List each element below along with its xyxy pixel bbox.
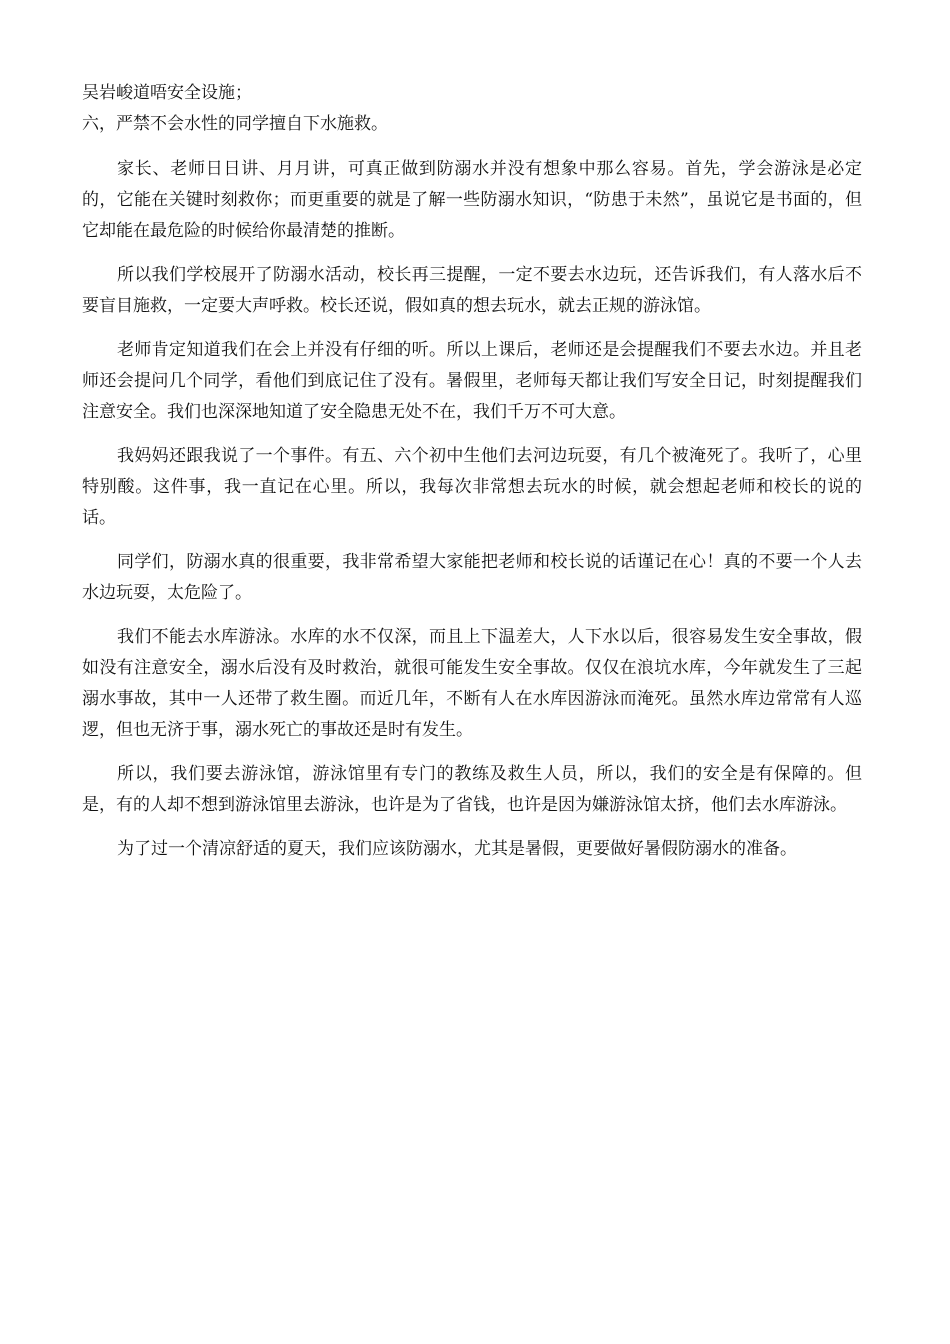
- paragraph-4: 我妈妈还跟我说了一个事件。有五、六个初中生他们去河边玩耍，有几个被淹死了。我听了，心里特别酸。这件事，我一直记在心里。所以，我每次非常想去玩水的时候，就会想起老师和校长的说的话。: [82, 446, 862, 528]
- document-body: [82, 78, 862, 878]
- paragraph-6: 我们不能去水库游泳。水库的水不仅深，而且上下温差大，人下水以后，很容易发生安全事故，假如没有注意安全，溺水后没有及时救治，就很可能发生安全事故。仅仅在浪坑水库，今年就发生了三起溺水事故，其中一人还带了救生圈。而近几年，不断有人在水库因游泳而淹死。虽然水库边常常有人巡逻，但也无济于事，溺水死亡的事故还是时有发生。: [82, 627, 862, 740]
- list-item-6: 六，严禁不会水性的同学擅自下水施救。: [82, 114, 388, 134]
- paragraph-5: 同学们，防溺水真的很重要，我非常希望大家能把老师和校长说的话谨记在心！真的不要一个人去水边玩耍，太危险了。: [82, 552, 862, 603]
- paragraph-7: 所以，我们要去游泳馆，游泳馆里有专门的教练及救生人员，所以，我们的安全是有保障的。但是，有的人却不想到游泳馆里去游泳，也许是为了省钱，也许是因为嫌游泳馆太挤，他们去水库游泳。: [82, 764, 862, 815]
- paragraph-8: 为了过一个清凉舒适的夏天，我们应该防溺水，尤其是暑假，更要做好暑假防溺水的准备。: [117, 839, 797, 859]
- list-item-5: 吴岩峻道唔安全设施；: [82, 83, 252, 103]
- paragraph-2: 所以我们学校展开了防溺水活动，校长再三提醒，一定不要去水边玩，还告诉我们，有人落水后不要盲目施救，一定要大声呼救。校长还说，假如真的想去玩水，就去正规的游泳馆。: [82, 265, 862, 316]
- paragraph-1: 家长、老师日日讲、月月讲，可真正做到防溺水并没有想象中那么容易。首先，学会游泳是必定的，它能在关键时刻救你；而更重要的就是了解一些防溺水知识，“防患于未然”，虽说它是书面的，但它却能在最危险的时候给你最清楚的推断。: [82, 159, 862, 241]
- paragraph-3: 老师肯定知道我们在会上并没有仔细的听。所以上课后，老师还是会提醒我们不要去水边。并且老师还会提问几个同学，看他们到底记住了没有。暑假里，老师每天都让我们写安全日记，时刻提醒我们注意安全。我们也深深地知道了安全隐患无处不在，我们千万不可大意。: [82, 340, 862, 422]
- spacer: [82, 140, 862, 154]
